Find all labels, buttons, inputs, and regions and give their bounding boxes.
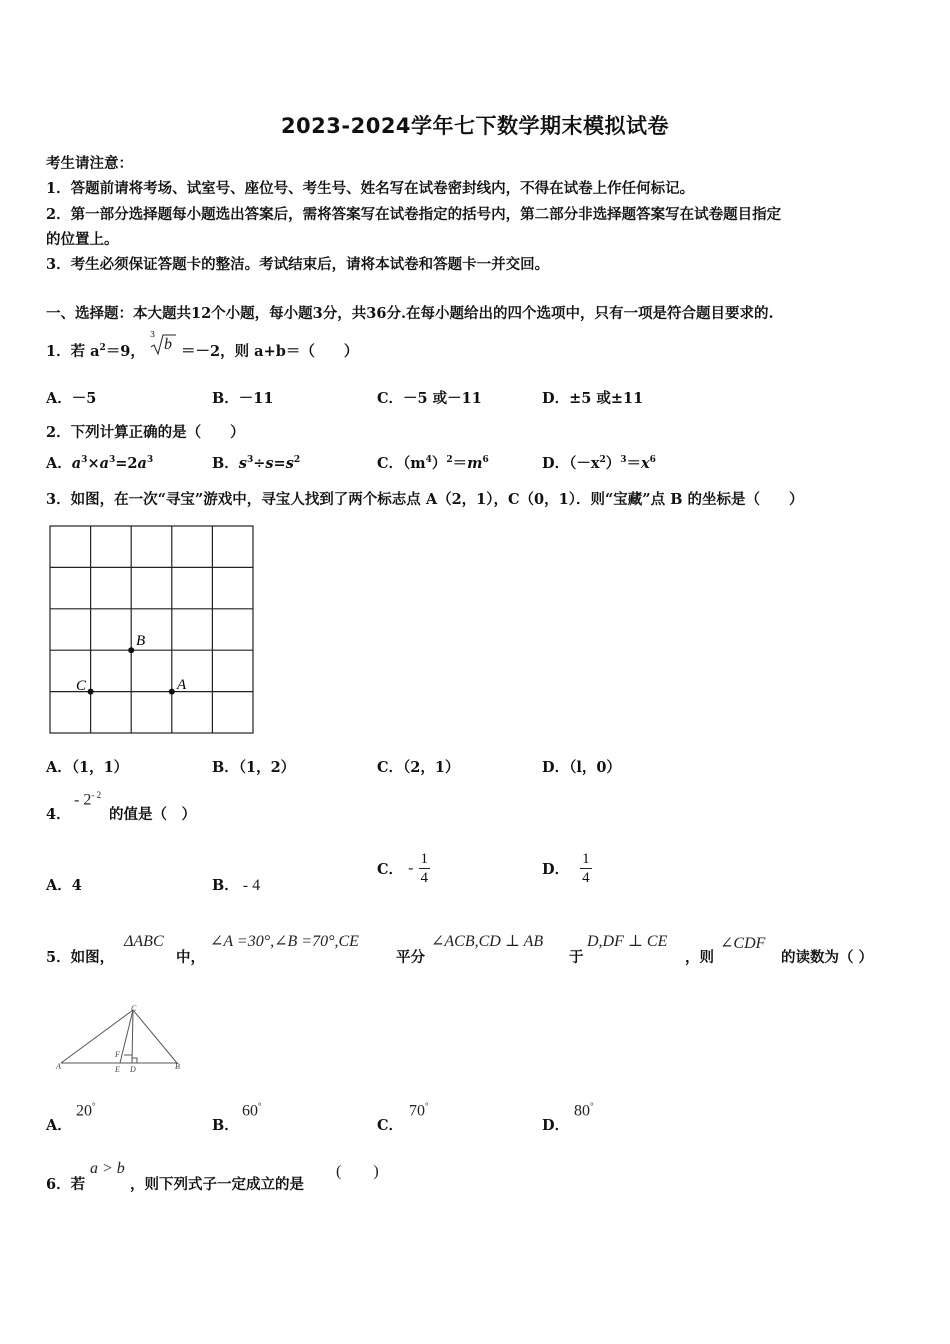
q5-c-value: 70 — [409, 1102, 425, 1120]
q2-a-e2: 3 — [109, 455, 116, 466]
q3-option-a[interactable]: A．（1，1） — [46, 759, 129, 776]
q3-option-b[interactable]: B．（1，2） — [212, 759, 296, 776]
q3-grid-figure — [48, 524, 256, 736]
q2-b-t2: s — [265, 455, 274, 472]
q4-c-den: 4 — [420, 870, 428, 886]
q5-option-a-label[interactable]: A． — [46, 1117, 72, 1134]
q2-c-t1: （m — [403, 455, 426, 472]
q2-c-op: ） — [431, 455, 447, 472]
label-a: A — [177, 677, 187, 693]
q1-option-b[interactable]: B．－11 — [212, 390, 274, 407]
q2-option-c[interactable] — [377, 452, 489, 473]
q2-b-t1: s — [238, 455, 247, 472]
q2-d-e3: 6 — [649, 455, 656, 466]
q2-c-label: C． — [377, 455, 404, 472]
q5-math-perp: D,DF ⊥ CE — [587, 933, 668, 950]
q5-text-1: 中， — [176, 949, 205, 966]
grid-lines — [50, 526, 253, 733]
q2-a-e3: 3 — [146, 455, 154, 466]
q2-b-e3: 2 — [293, 455, 301, 466]
q2-b-label: B． — [212, 455, 239, 472]
q4-number: 4． — [46, 806, 71, 823]
q2-c-e3: 6 — [482, 455, 489, 466]
q2-c-t3: m — [467, 455, 483, 472]
q4-expr-exp: - 2 — [91, 790, 102, 800]
q5-option-d-value[interactable]: 80° — [574, 1101, 594, 1120]
q5-option-b-value[interactable]: 60° — [242, 1101, 262, 1120]
q4-d-den: 4 — [582, 870, 590, 886]
q1-after: ＝－2，则 a+b＝（ ） — [181, 343, 359, 360]
q6-paren: ( ) — [336, 1163, 379, 1180]
page-title: 2023-2024学年七下数学期末模拟试卷 — [280, 114, 670, 138]
q4-expression — [74, 790, 101, 809]
q2-a-t1: a — [71, 455, 82, 472]
q1-option-d[interactable]: D．±5 或±11 — [542, 390, 644, 407]
q2-c-eq: ＝ — [452, 455, 468, 472]
q5-math-bisect: ∠ACB,CD ⊥ AB — [431, 933, 544, 950]
q5-math-triangle: ΔABC — [124, 933, 164, 950]
q1-option-c[interactable]: C．－5 或－11 — [377, 390, 482, 407]
q1-exp: 2 — [99, 343, 106, 354]
q5-d-value: 80 — [574, 1102, 590, 1120]
q1-mid: ＝9， — [105, 343, 145, 360]
point-b — [128, 647, 134, 653]
q1-prefix: 1．若 a — [46, 343, 100, 360]
q5-option-c-label[interactable]: C． — [377, 1117, 404, 1134]
fig-label-a: A — [56, 1062, 61, 1071]
notice-item-3: 3．考生必须保证答题卡的整洁。考试结束后，请将本试卷和答题卡一并交回。 — [46, 256, 550, 273]
q6-math: a > b — [90, 1160, 125, 1177]
point-a — [169, 689, 175, 695]
q6-number: 6．若 — [46, 1176, 86, 1193]
q2-c-e1: 4 — [425, 455, 432, 466]
question-1 — [46, 330, 359, 361]
q5-option-c-value[interactable]: 70° — [409, 1101, 429, 1120]
q2-c-e2: 2 — [446, 455, 453, 466]
q5-b-value: 60 — [242, 1102, 258, 1120]
q2-b-t3: s — [285, 455, 294, 472]
q4-d-num: 1 — [582, 851, 590, 867]
q5-option-b-label[interactable]: B． — [212, 1117, 239, 1134]
radical-sign-icon — [150, 334, 176, 356]
notice-item-2: 2．第一部分选择题每小题选出答案后，需将答案写在试卷指定的括号内，第二部分非选择题答案写在试卷题目指定 — [46, 206, 782, 223]
q2-b-op: ÷ — [253, 455, 266, 472]
question-3: 3．如图，在一次“寻宝”游戏中，寻宝人找到了两个标志点 A（2，1），C（0，1）．则“宝藏”点 B 的坐标是（ ） — [46, 491, 804, 508]
q3-option-d[interactable]: D．（l，0） — [542, 759, 621, 776]
q2-option-a[interactable] — [46, 452, 153, 473]
q5-option-d-label[interactable]: D． — [542, 1117, 570, 1134]
q2-b-eq: = — [273, 455, 286, 472]
q5-text-4: ，则 — [685, 949, 714, 966]
q4-a-value: 4 — [71, 877, 82, 894]
notice-item-1: 1．答题前请将考场、试室号、座位号、考生号、姓名写在试卷密封线内，不得在试卷上作任何标记。 — [46, 180, 695, 197]
q4-stem: 的值是（ ） — [109, 806, 196, 823]
q5-text-5: 的读数为（ ） — [781, 949, 874, 966]
q2-option-b[interactable] — [212, 452, 300, 473]
section-heading: 一、选择题：本大题共12个小题，每小题3分，共36分.在每小题给出的四个选项中，只有一项是符合题目要求的. — [46, 305, 774, 322]
q4-b-label: B． — [212, 877, 239, 894]
q5-a-value: 20 — [76, 1102, 92, 1120]
q2-b-e1: 3 — [246, 455, 254, 466]
q4-option-b[interactable] — [212, 874, 260, 895]
q2-option-d[interactable] — [542, 452, 656, 473]
q2-d-t1: （－x — [569, 455, 600, 472]
q5-math-cdf: ∠CDF — [720, 935, 766, 952]
q5-text-3: 于 — [569, 949, 584, 966]
q4-d-label: D． — [542, 861, 570, 878]
q2-d-label: D． — [542, 455, 570, 472]
q2-d-op: ） — [605, 455, 621, 472]
notice-item-2-cont: 的位置上。 — [46, 231, 119, 248]
q6-stem: ，则下列式子一定成立的是 — [130, 1176, 304, 1193]
q2-a-label: A． — [46, 455, 72, 472]
q4-b-value: - 4 — [242, 877, 261, 894]
q5-option-a-value[interactable]: 20° — [76, 1101, 96, 1120]
notice-heading: 考生请注意： — [46, 155, 133, 172]
q1-option-a[interactable]: A．－5 — [46, 390, 97, 407]
q2-a-eq: =2 — [115, 455, 138, 472]
q4-option-c[interactable] — [377, 850, 430, 887]
q2-d-e1: 2 — [599, 455, 606, 466]
label-b: B — [136, 633, 146, 649]
q2-a-t2: a — [99, 455, 109, 472]
q1-root-arg: b — [163, 336, 172, 353]
q4-d-fraction — [580, 850, 592, 887]
fig-label-e: E — [115, 1065, 120, 1073]
q4-c-fraction — [419, 850, 431, 887]
q4-expr-base: - 2 — [74, 791, 92, 809]
q5-number: 5．如图， — [46, 949, 115, 966]
q4-c-label: C． — [377, 861, 404, 878]
point-c — [88, 689, 94, 695]
q4-c-num: 1 — [420, 851, 428, 867]
q5-triangle-figure — [55, 1003, 185, 1073]
fig-label-f: F — [115, 1050, 120, 1059]
q4-a-label: A． — [46, 877, 72, 894]
label-c: C — [76, 678, 87, 694]
q4-option-a[interactable] — [46, 874, 82, 895]
q5-text-2: 平分 — [396, 949, 425, 966]
q2-d-t3: x — [641, 455, 650, 472]
q1-root-index: 3 — [149, 330, 156, 339]
q2-a-op: × — [87, 455, 100, 472]
q5-math-angles: ∠A =30°,∠B =70°,CE — [210, 933, 359, 950]
fig-label-d: D — [130, 1065, 136, 1073]
q4-option-d[interactable] — [542, 850, 592, 887]
question-2: 2．下列计算正确的是（ ） — [46, 424, 245, 441]
q2-d-eq: ＝ — [626, 455, 642, 472]
q2-a-t3: a — [137, 455, 147, 472]
q2-a-e1: 3 — [81, 455, 88, 466]
q2-d-e2: 3 — [620, 455, 627, 466]
fig-label-b: B — [175, 1062, 180, 1071]
q1-cube-root — [149, 330, 176, 358]
q3-option-c[interactable]: C．（2，1） — [377, 759, 460, 776]
q4-c-sign: - — [408, 859, 414, 877]
fig-label-c: C — [131, 1004, 137, 1013]
